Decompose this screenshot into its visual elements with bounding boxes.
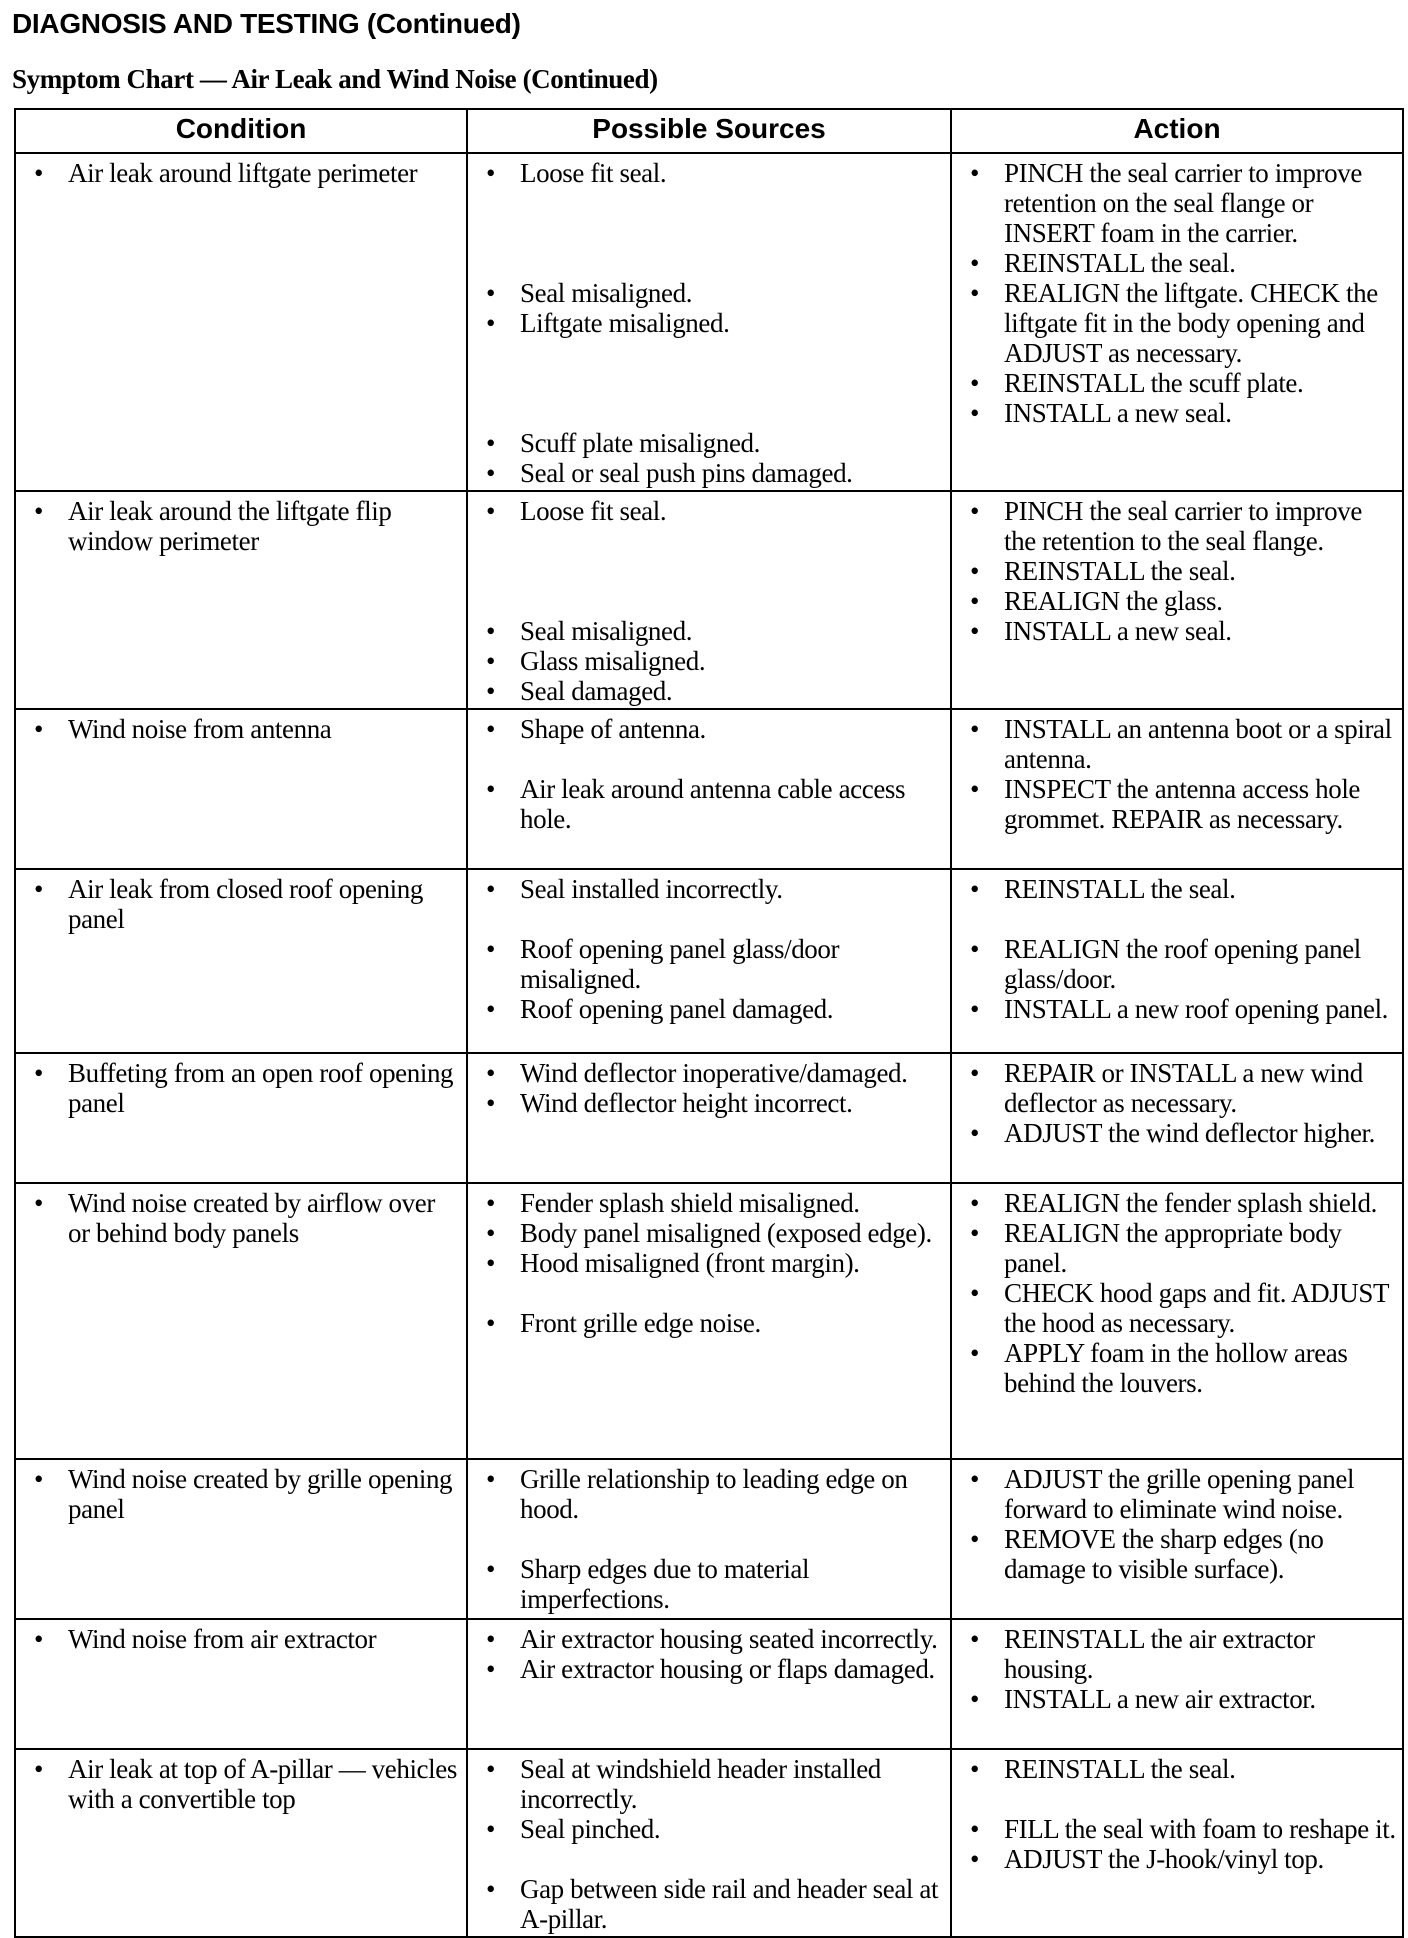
table-row: [15, 1749, 1403, 1937]
source-item: • Liftgate misaligned.: [476, 308, 944, 338]
header-possible-sources: Possible Sources: [467, 109, 951, 153]
source-item: • Air extractor housing seated incorrectly.: [476, 1624, 944, 1654]
condition-text: • Air leak around liftgate perimeter: [24, 158, 460, 188]
condition-text: • Wind noise from air extractor: [24, 1624, 460, 1654]
sources-cell: [467, 1053, 951, 1183]
source-item: • Front grille edge noise.: [476, 1308, 944, 1338]
action-item: • REALIGN the roof opening panel glass/door.: [960, 934, 1396, 994]
actions-cell: [951, 491, 1403, 709]
source-item: • Seal misaligned.: [476, 616, 944, 646]
condition-text: • Wind noise from antenna: [24, 714, 460, 744]
condition-cell: [15, 709, 467, 869]
action-item: • ADJUST the wind deflector higher.: [960, 1118, 1396, 1148]
source-item: • Wind deflector height incorrect.: [476, 1088, 944, 1118]
source-item: • Body panel misaligned (exposed edge).: [476, 1218, 944, 1248]
sources-cell: [467, 491, 951, 709]
condition-text: • Buffeting from an open roof opening panel: [24, 1058, 460, 1118]
source-item: • Glass misaligned.: [476, 646, 944, 676]
symptom-chart-table: [14, 108, 1404, 1938]
actions-cell: [951, 153, 1403, 491]
condition-cell: [15, 153, 467, 491]
source-item: • Shape of antenna.: [476, 714, 944, 744]
source-item: • Scuff plate misaligned.: [476, 428, 944, 458]
sources-cell: [467, 1459, 951, 1619]
table-row: [15, 491, 1403, 709]
header-condition: Condition: [15, 109, 467, 153]
source-item: • Loose fit seal.: [476, 158, 944, 188]
action-item: • REINSTALL the seal.: [960, 1754, 1396, 1784]
source-item: • Air extractor housing or flaps damaged.: [476, 1654, 944, 1684]
action-item: • REALIGN the fender splash shield.: [960, 1188, 1396, 1218]
table-header-row: [15, 109, 1403, 153]
source-item: • Sharp edges due to material imperfections.: [476, 1554, 944, 1614]
sources-cell: [467, 1183, 951, 1459]
source-item: • Seal pinched.: [476, 1814, 944, 1844]
action-item: • INSTALL a new seal.: [960, 398, 1396, 428]
action-item: • INSPECT the antenna access hole grommet. REPAIR as necessary.: [960, 774, 1396, 834]
source-item: • Seal misaligned.: [476, 278, 944, 308]
source-item: • Seal installed incorrectly.: [476, 874, 944, 904]
table-row: [15, 1459, 1403, 1619]
condition-text: • Air leak from closed roof opening panel: [24, 874, 460, 934]
action-item: • REINSTALL the scuff plate.: [960, 368, 1396, 398]
action-item: • PINCH the seal carrier to improve the retention to the seal flange.: [960, 496, 1396, 556]
source-item: • Grille relationship to leading edge on hood.: [476, 1464, 944, 1524]
actions-cell: [951, 869, 1403, 1053]
actions-cell: [951, 709, 1403, 869]
source-item: • Seal or seal push pins damaged.: [476, 458, 944, 488]
table-row: [15, 1053, 1403, 1183]
action-item: • REMOVE the sharp edges (no damage to visible surface).: [960, 1524, 1396, 1584]
sources-cell: [467, 1749, 951, 1937]
table-row: [15, 153, 1403, 491]
action-item: • FILL the seal with foam to reshape it.: [960, 1814, 1396, 1844]
sources-cell: [467, 869, 951, 1053]
action-item: • REINSTALL the air extractor housing.: [960, 1624, 1396, 1684]
actions-cell: [951, 1619, 1403, 1749]
header-action: Action: [951, 109, 1403, 153]
condition-cell: [15, 1749, 467, 1937]
sources-cell: [467, 709, 951, 869]
action-item: • APPLY foam in the hollow areas behind the louvers.: [960, 1338, 1396, 1398]
action-item: • REPAIR or INSTALL a new wind deflector as necessary.: [960, 1058, 1396, 1118]
action-item: • ADJUST the grille opening panel forward to eliminate wind noise.: [960, 1464, 1396, 1524]
condition-cell: [15, 491, 467, 709]
table-row: [15, 1183, 1403, 1459]
section-heading: DIAGNOSIS AND TESTING (Continued): [12, 8, 521, 39]
source-item: • Fender splash shield misaligned.: [476, 1188, 944, 1218]
condition-cell: [15, 1183, 467, 1459]
action-item: • INSTALL a new air extractor.: [960, 1684, 1396, 1714]
condition-cell: [15, 869, 467, 1053]
source-item: • Air leak around antenna cable access hole.: [476, 774, 944, 834]
source-item: • Seal at windshield header installed incorrectly.: [476, 1754, 944, 1814]
action-item: • REALIGN the glass.: [960, 586, 1396, 616]
actions-cell: [951, 1053, 1403, 1183]
table-row: [15, 1619, 1403, 1749]
action-item: • ADJUST the J-hook/vinyl top.: [960, 1844, 1396, 1874]
condition-cell: [15, 1619, 467, 1749]
actions-cell: [951, 1459, 1403, 1619]
sources-cell: [467, 1619, 951, 1749]
condition-text: • Wind noise created by airflow over or behind body panels: [24, 1188, 460, 1248]
action-item: • REINSTALL the seal.: [960, 248, 1396, 278]
source-item: • Gap between side rail and header seal at A-pillar.: [476, 1874, 944, 1934]
condition-cell: [15, 1053, 467, 1183]
action-item: • PINCH the seal carrier to improve retention on the seal flange or INSERT foam in the carrier.: [960, 158, 1396, 248]
table-row: [15, 869, 1403, 1053]
condition-text: • Wind noise created by grille opening panel: [24, 1464, 460, 1524]
source-item: • Wind deflector inoperative/damaged.: [476, 1058, 944, 1088]
action-item: • REALIGN the appropriate body panel.: [960, 1218, 1396, 1278]
table-row: [15, 709, 1403, 869]
action-item: • REALIGN the liftgate. CHECK the liftgate fit in the body opening and ADJUST as necessary.: [960, 278, 1396, 368]
action-item: • INSTALL a new seal.: [960, 616, 1396, 646]
source-item: • Seal damaged.: [476, 676, 944, 706]
action-item: • REINSTALL the seal.: [960, 556, 1396, 586]
chart-title: Symptom Chart — Air Leak and Wind Noise (Continued): [12, 64, 658, 94]
sources-cell: [467, 153, 951, 491]
source-item: • Roof opening panel glass/door misaligned.: [476, 934, 944, 994]
source-item: • Roof opening panel damaged.: [476, 994, 944, 1024]
condition-text: • Air leak at top of A-pillar — vehicles with a convertible top: [24, 1754, 460, 1814]
action-item: • REINSTALL the seal.: [960, 874, 1396, 904]
source-item: • Hood misaligned (front margin).: [476, 1248, 944, 1278]
condition-cell: [15, 1459, 467, 1619]
source-item: • Loose fit seal.: [476, 496, 944, 526]
action-item: • INSTALL an antenna boot or a spiral antenna.: [960, 714, 1396, 774]
action-item: • INSTALL a new roof opening panel.: [960, 994, 1396, 1024]
actions-cell: [951, 1749, 1403, 1937]
actions-cell: [951, 1183, 1403, 1459]
condition-text: • Air leak around the liftgate flip window perimeter: [24, 496, 460, 556]
action-item: • CHECK hood gaps and fit. ADJUST the hood as necessary.: [960, 1278, 1396, 1338]
